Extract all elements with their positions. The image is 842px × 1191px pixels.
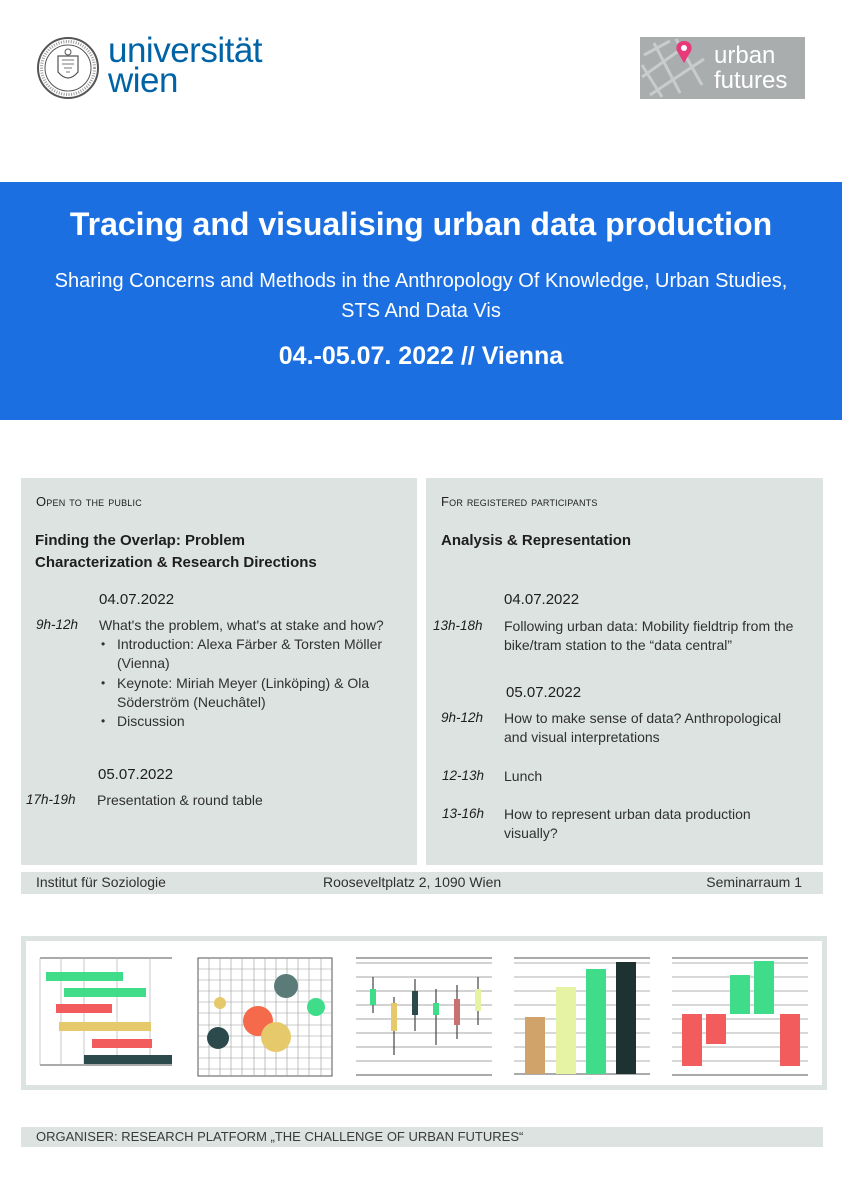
bubble-chart-icon (198, 958, 332, 1076)
gantt-chart-icon (40, 958, 172, 1065)
university-logo (36, 31, 276, 102)
public-program-panel (21, 478, 417, 865)
urban-futures-logo (640, 37, 805, 99)
registered-session2-time: 12-13h (442, 768, 485, 783)
organiser-bar (21, 1127, 823, 1147)
registered-day1-time: 13h-18h (433, 618, 483, 633)
venue-street: Rooseveltplatz 2, 1090 Wien (323, 874, 502, 890)
title-banner (0, 182, 842, 420)
university-name-line1: universität (108, 31, 263, 70)
venue-room: Seminarraum 1 (706, 874, 802, 890)
event-title: Tracing and visualising urban data production (69, 206, 773, 242)
registered-day2-date: 05.07.2022 (506, 684, 582, 701)
venue-institute: Institut für Soziologie (36, 874, 166, 890)
organiser-text: ORGANISER: RESEARCH PLATFORM „THE CHALLENGE OF URBAN FUTURES“ (36, 1129, 524, 1144)
public-bullet-2: • Keynote: Miriah Meyer (Linköping) & Ola Söderström (Neuchâtel) (117, 674, 407, 712)
public-heading: Open to the public (36, 494, 142, 509)
registered-session1-time: 9h-12h (441, 710, 484, 725)
registered-session1-topic: How to make sense of data? Anthropological and visual interpretations (504, 710, 782, 745)
public-bullet-3: • Discussion (117, 712, 407, 731)
public-day1-time: 9h-12h (36, 617, 79, 632)
venue-bar (21, 872, 823, 894)
public-day2-topic: Presentation & round table (97, 792, 263, 808)
event-subtitle: Sharing Concerns and Methods in the Anthropology Of Knowledge, Urban Studies, STS And Data Vis (54, 270, 788, 322)
urban-logo-line2: futures (714, 67, 788, 94)
candlestick-chart-icon (356, 958, 492, 1075)
registered-program-panel (426, 478, 823, 865)
university-name-line2: wien (108, 61, 178, 100)
public-day1-date: 04.07.2022 (99, 591, 175, 608)
urban-logo-line1: urban (714, 42, 776, 69)
bar-chart-icon (514, 958, 650, 1074)
registered-session3-topic: How to represent urban data production visually? (504, 806, 751, 841)
decorative-chart-strip (21, 936, 827, 1090)
registered-session3-time: 13-16h (442, 806, 485, 821)
chart-illustrations (26, 941, 822, 1085)
public-day1-topic: What's the problem, what's at stake and how? (99, 617, 384, 633)
registered-day1-topic: Following urban data: Mobility fieldtrip from the bike/tram station to the “data central” (504, 618, 794, 653)
registered-day1-date: 04.07.2022 (504, 591, 580, 608)
public-title: Finding the Overlap: Problem Characterization & Research Directions (35, 532, 317, 571)
diverging-bar-chart-icon (672, 958, 808, 1075)
public-day2-date: 05.07.2022 (98, 766, 174, 783)
registered-title: Analysis & Representation (441, 532, 632, 549)
city-map-icon (640, 37, 712, 99)
registered-session2-topic: Lunch (504, 768, 543, 784)
public-bullet-1: • Introduction: Alexa Färber & Torsten Möller (Vienna) (117, 635, 407, 673)
registered-heading: For registered participants (441, 494, 598, 509)
university-seal-icon (36, 36, 100, 100)
public-day2-time: 17h-19h (26, 792, 76, 807)
event-date-place: 04.-05.07. 2022 // Vienna (278, 342, 564, 370)
